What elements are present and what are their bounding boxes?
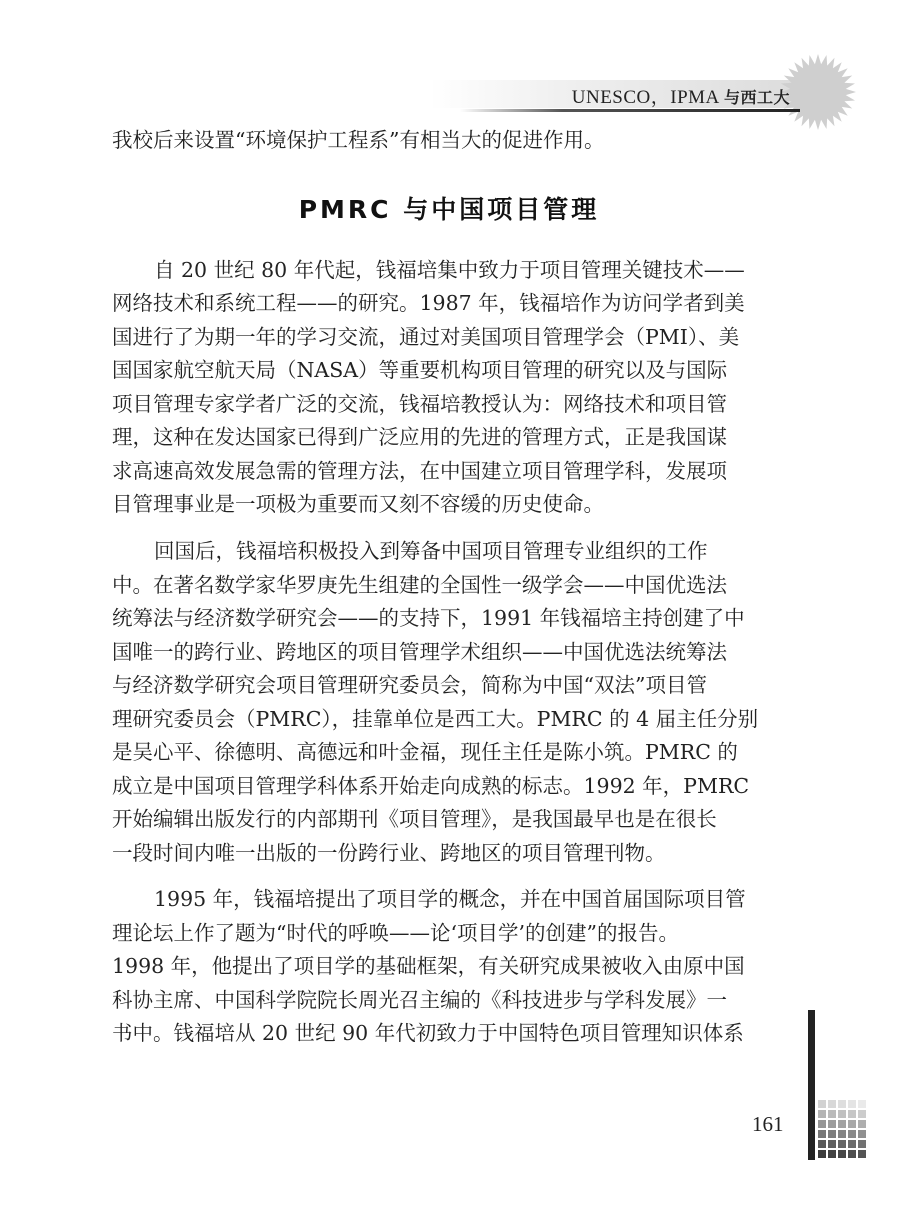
- dot-grid-cell: [858, 1130, 866, 1138]
- body-line-11: 中。在著名数学家华罗庚先生组建的全国性一级学会——中国优选法: [112, 573, 727, 597]
- body-line-22: 1998 年，他提出了项目学的基础框架，有关研究成果被收入由原中国: [112, 954, 745, 978]
- body-line-20: 1995 年，钱福培提出了项目学的概念，并在中国首届国际项目管: [154, 887, 746, 911]
- page-number: 161: [752, 1112, 784, 1136]
- dot-grid-cell: [848, 1100, 856, 1108]
- dot-grid-cell: [838, 1130, 846, 1138]
- body-line-24: 书中。钱福培从 20 世纪 90 年代初致力于中国特色项目管理知识体系: [112, 1021, 744, 1045]
- dot-grid-cell: [848, 1130, 856, 1138]
- body-line-12: 统筹法与经济数学研究会——的支持下，1991 年钱福培主持创建了中: [112, 606, 745, 630]
- body-line-18: 开始编辑出版发行的内部期刊《项目管理》，是我国最早也是在很长: [112, 807, 717, 831]
- dot-grid-cell: [828, 1100, 836, 1108]
- running-header-rule: [460, 109, 800, 112]
- dot-grid-cell: [818, 1110, 826, 1118]
- body-line-10: 回国后，钱福培积极投入到筹备中国项目管理专业组织的工作: [154, 539, 708, 563]
- body-line-6: 项目管理专家学者广泛的交流，钱福培教授认为：网络技术和项目管: [112, 392, 727, 416]
- dot-grid-cell: [828, 1150, 836, 1158]
- dot-grid-cell: [858, 1150, 866, 1158]
- dot-grid-cell: [838, 1140, 846, 1148]
- starburst-shape: [780, 54, 856, 130]
- dot-grid-cell: [828, 1110, 836, 1118]
- body-line-4: 国进行了为期一年的学习交流，通过对美国项目管理学会（PMI）、美: [112, 325, 740, 349]
- dot-grid-cell: [858, 1140, 866, 1148]
- dot-grid-cell: [858, 1110, 866, 1118]
- body-line-7: 理，这种在发达国家已得到广泛应用的先进的管理方式，正是我国谋: [112, 425, 727, 449]
- dot-grid-cell: [818, 1130, 826, 1138]
- body-line-3: 网络技术和系统工程——的研究。1987 年，钱福培作为访问学者到美: [112, 291, 745, 315]
- body-line-23: 科协主席、中国科学院院长周光召主编的《科技进步与学科发展》一: [112, 988, 727, 1012]
- starburst-ornament-icon: [778, 52, 858, 132]
- dot-grid-cell: [818, 1150, 826, 1158]
- dot-grid-cell: [838, 1120, 846, 1128]
- dot-grid-cell: [838, 1110, 846, 1118]
- body-line-13: 国唯一的跨行业、跨地区的项目管理学术组织——中国优选法统筹法: [112, 640, 727, 664]
- body-line-5: 国国家航空航天局（NASA）等重要机构项目管理的研究以及与国际: [112, 358, 728, 382]
- dot-grid-cell: [818, 1120, 826, 1128]
- side-decoration-bar: [808, 1010, 815, 1160]
- dot-grid-cell: [848, 1150, 856, 1158]
- dot-grid-cell: [838, 1100, 846, 1108]
- body-line-8: 求高速高效发展急需的管理方法，在中国建立项目管理学科，发展项: [112, 459, 727, 483]
- body-line-14: 与经济数学研究会项目管理研究委员会，简称为中国“双法”项目管: [112, 673, 707, 697]
- body-line-15: 理研究委员会（PMRC），挂靠单位是西工大。PMRC 的 4 届主任分别: [112, 707, 759, 731]
- body-line-16: 是吴心平、徐德明、高德远和叶金福，现任主任是陈小筑。PMRC 的: [112, 740, 738, 764]
- body-line-17: 成立是中国项目管理学科体系开始走向成熟的标志。1992 年，PMRC: [112, 774, 750, 798]
- dot-grid-cell: [828, 1140, 836, 1148]
- body-line-9: 目管理事业是一项极为重要而又刻不容缓的历史使命。: [112, 492, 604, 516]
- dot-grid-cell: [848, 1140, 856, 1148]
- section-title: PMRC 与中国项目管理: [298, 195, 600, 224]
- dot-grid-cell: [858, 1100, 866, 1108]
- dot-grid-cell: [828, 1130, 836, 1138]
- dot-grid-cell: [838, 1150, 846, 1158]
- dot-grid-cell: [858, 1120, 866, 1128]
- dot-grid-cell: [818, 1100, 826, 1108]
- running-header-latin: UNESCO，IPMA: [571, 87, 719, 108]
- body-line-2: 自 20 世纪 80 年代起，钱福培集中致力于项目管理关键技术——: [154, 258, 745, 282]
- dot-grid-cell: [828, 1120, 836, 1128]
- body-line-21: 理论坛上作了题为“时代的呼唤——论‘项目学’的创建”的报告。: [112, 921, 679, 945]
- dot-grid-cell: [818, 1140, 826, 1148]
- running-header: [572, 82, 790, 109]
- dot-grid-cell: [848, 1110, 856, 1118]
- body-line-1: 我校后来设置“环境保护工程系”有相当大的促进作用。: [112, 128, 605, 152]
- dot-grid-ornament-icon: [818, 1100, 898, 1160]
- body-line-19: 一段时间内唯一出版的一份跨行业、跨地区的项目管理刊物。: [112, 841, 666, 865]
- dot-grid-cell: [848, 1120, 856, 1128]
- running-header-cjk: 与西工大: [723, 88, 790, 107]
